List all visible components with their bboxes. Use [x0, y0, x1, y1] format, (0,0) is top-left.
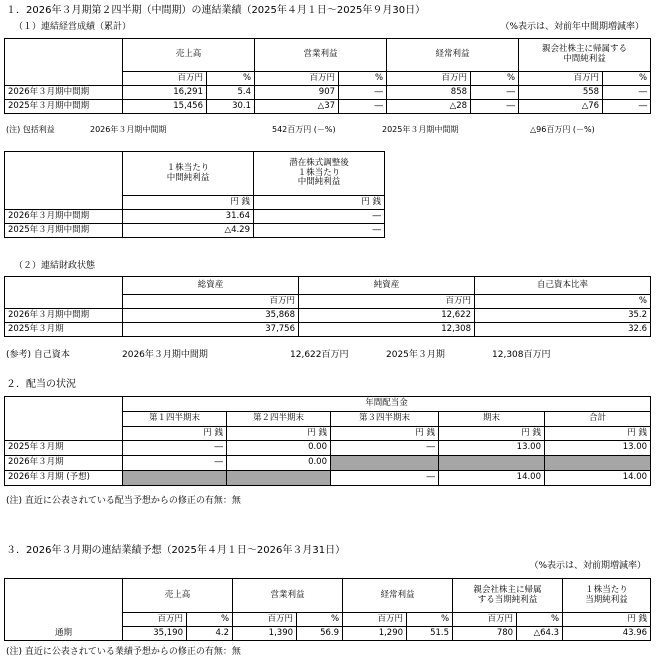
unit-cell: 百万円: [123, 613, 187, 627]
cell: 32.6: [475, 323, 651, 337]
header-q3-end: 第３四半期末: [331, 412, 439, 427]
cell: 35,190: [123, 627, 187, 641]
cell: ―: [254, 210, 385, 224]
row-label: 2026年３月期中間期: [5, 210, 123, 224]
unit-cell: %: [475, 295, 651, 309]
comprehensive-income-prior-value: △96百万円 (－%): [530, 125, 595, 134]
cell: 31.64: [123, 210, 254, 224]
row-label: 2025年３月期: [5, 323, 123, 337]
unit-cell: 百万円: [387, 72, 471, 86]
cell: 13.00: [545, 441, 651, 456]
row-label: 2026年３月期 (予想): [5, 471, 123, 486]
subsection-2-title: （２）連結財政状態: [14, 261, 96, 271]
row-label: 2026年３月期中間期: [5, 309, 123, 323]
cell: 14.00: [545, 471, 651, 486]
cell: △37: [255, 100, 339, 114]
cell: 1,390: [233, 627, 297, 641]
cell: △28: [387, 100, 471, 114]
unit-cell: 円 銭: [254, 196, 385, 210]
table-row: [5, 224, 385, 238]
unit-cell: 円 銭: [123, 196, 254, 210]
row-label: 2026年３月期: [5, 456, 123, 471]
cell: △4.29: [123, 224, 254, 238]
header-year-end: 期末: [439, 412, 545, 427]
unit-cell: %: [207, 72, 255, 86]
reference-equity-label: (参考) 自己資本: [6, 350, 70, 360]
header-diluted-eps: 潜在株式調整後 １株当たり 中間純利益: [254, 152, 385, 196]
comprehensive-income-label: (注) 包括利益: [6, 125, 55, 134]
unit-cell: %: [297, 613, 343, 627]
unit-cell: %: [407, 613, 453, 627]
header-ordinary-profit: 経常利益: [387, 39, 519, 72]
cell: 43.96: [563, 627, 651, 641]
unit-cell: 百万円: [519, 72, 603, 86]
header-eps: １株当たり 中間純利益: [123, 152, 254, 196]
cell: ―: [331, 441, 439, 456]
section-3-title: ３．2026年３月期の連結業績予想（2025年４月１日～2026年３月31日）: [6, 545, 346, 556]
comprehensive-income-current-value: 542百万円 (－%): [272, 125, 336, 134]
comprehensive-income-current-label: 2026年３月期中間期: [90, 125, 167, 134]
unit-cell: %: [339, 72, 387, 86]
cell: 0.00: [227, 456, 331, 471]
header-total: 合計: [545, 412, 651, 427]
cell: 4.2: [187, 627, 233, 641]
unit-cell: 円 銭: [331, 427, 439, 441]
cell: 15,456: [123, 100, 207, 114]
dividend-revision-note: (注) 直近に公表されている配当予想からの修正の有無：無: [6, 496, 241, 506]
row-label: 2026年３月期中間期: [5, 86, 123, 100]
table-row: [5, 309, 651, 323]
unit-cell: 百万円: [233, 613, 297, 627]
unit-cell: 円 銭: [439, 427, 545, 441]
shaded-cell: [545, 456, 651, 471]
table-row: [5, 100, 651, 114]
cell: 907: [255, 86, 339, 100]
row-label: 通期: [5, 627, 123, 641]
section-1-title: １．2026年３月期第２四半期（中間期）の連結業績（2025年４月１日～2025年９月30日）: [6, 5, 426, 16]
unit-cell: %: [517, 613, 563, 627]
cell: 780: [453, 627, 517, 641]
header-eps: １株当たり 当期純利益: [563, 579, 651, 613]
cell: 12,308: [299, 323, 475, 337]
header-sales: 売上高: [123, 579, 233, 613]
cell: 0.00: [227, 441, 331, 456]
section-2-title: ２．配当の状況: [6, 379, 76, 390]
cell: △64.3: [517, 627, 563, 641]
reference-equity-prior-value: 12,308百万円: [492, 350, 551, 360]
cell: 35,868: [123, 309, 299, 323]
cell: ―: [339, 100, 387, 114]
cell: 13.00: [439, 441, 545, 456]
forecast-revision-note: (注) 直近に公表されている業績予想からの修正の有無：無: [6, 647, 241, 657]
cell: 858: [387, 86, 471, 100]
unit-cell: 円 銭: [123, 427, 227, 441]
forecast-note-right: （%表示は、対前期増減率）: [529, 561, 646, 571]
unit-cell: 円 銭: [545, 427, 651, 441]
shaded-cell: [227, 471, 331, 486]
cell: ―: [471, 86, 519, 100]
row-label: 2025年３月期中間期: [5, 224, 123, 238]
unit-cell: %: [471, 72, 519, 86]
table-row: [5, 627, 651, 641]
cell: 56.9: [297, 627, 343, 641]
shaded-cell: [123, 471, 227, 486]
subsection-1-note: （%表示は、対前年中間期増減率）: [500, 22, 644, 32]
header-q1-end: 第１四半期末: [123, 412, 227, 427]
shaded-cell: [439, 456, 545, 471]
header-ordinary-profit: 経常利益: [343, 579, 453, 613]
reference-equity-prior-label: 2025年３月期: [386, 350, 445, 360]
header-net-income: 親会社株主に帰属 する当期純利益: [453, 579, 563, 613]
cell: 16,291: [123, 86, 207, 100]
header-equity-ratio: 自己資本比率: [475, 277, 651, 295]
header-operating-profit: 営業利益: [233, 579, 343, 613]
header-operating-profit: 営業利益: [255, 39, 387, 72]
header-annual-dividend: 年間配当金: [123, 397, 651, 412]
cell: ―: [471, 100, 519, 114]
subsection-1-title: （１）連結経営成績（累計）: [14, 22, 132, 32]
cell: 37,756: [123, 323, 299, 337]
unit-cell: 円 銭: [227, 427, 331, 441]
cell: ―: [603, 86, 651, 100]
cell: ―: [123, 456, 227, 471]
cell: 35.2: [475, 309, 651, 323]
cell: ―: [603, 100, 651, 114]
header-sales: 売上高: [123, 39, 255, 72]
unit-cell: 百万円: [343, 613, 407, 627]
header-net-assets: 純資産: [299, 277, 475, 295]
shaded-cell: [331, 456, 439, 471]
eps-table: [4, 151, 385, 238]
cell: 30.1: [207, 100, 255, 114]
unit-cell: 百万円: [255, 72, 339, 86]
reference-equity-current-label: 2026年３月期中間期: [122, 350, 208, 360]
header-net-income: 親会社株主に帰属する 中間純利益: [519, 39, 651, 72]
dividends-table: [4, 396, 651, 486]
table-row: [5, 441, 651, 456]
cell: ―: [331, 471, 439, 486]
unit-cell: 百万円: [123, 295, 299, 309]
corner-cell: [5, 39, 123, 72]
unit-cell: 円 銭: [563, 613, 651, 627]
operating-results-table: [4, 38, 651, 114]
header-total-assets: 総資産: [123, 277, 299, 295]
unit-cell: 百万円: [453, 613, 517, 627]
row-label: 2025年３月期中間期: [5, 100, 123, 114]
table-row: [5, 456, 651, 471]
comprehensive-income-prior-label: 2025年３月期中間期: [382, 125, 459, 134]
cell: 558: [519, 86, 603, 100]
header-q2-end: 第２四半期末: [227, 412, 331, 427]
unit-cell: %: [603, 72, 651, 86]
cell: 12,622: [299, 309, 475, 323]
table-row: [5, 86, 651, 100]
cell: 1,290: [343, 627, 407, 641]
reference-equity-current-value: 12,622百万円: [290, 350, 349, 360]
cell: ―: [254, 224, 385, 238]
financial-position-table: [4, 276, 651, 337]
row-label: 2025年３月期: [5, 441, 123, 456]
table-row: [5, 210, 385, 224]
cell: 51.5: [407, 627, 453, 641]
table-row: [5, 323, 651, 337]
unit-cell: 百万円: [299, 295, 475, 309]
table-row: [5, 471, 651, 486]
cell: △76: [519, 100, 603, 114]
unit-cell: %: [187, 613, 233, 627]
unit-cell: 百万円: [123, 72, 207, 86]
cell: ―: [339, 86, 387, 100]
forecast-table: [4, 578, 651, 641]
cell: ―: [123, 441, 227, 456]
cell: 14.00: [439, 471, 545, 486]
cell: 5.4: [207, 86, 255, 100]
